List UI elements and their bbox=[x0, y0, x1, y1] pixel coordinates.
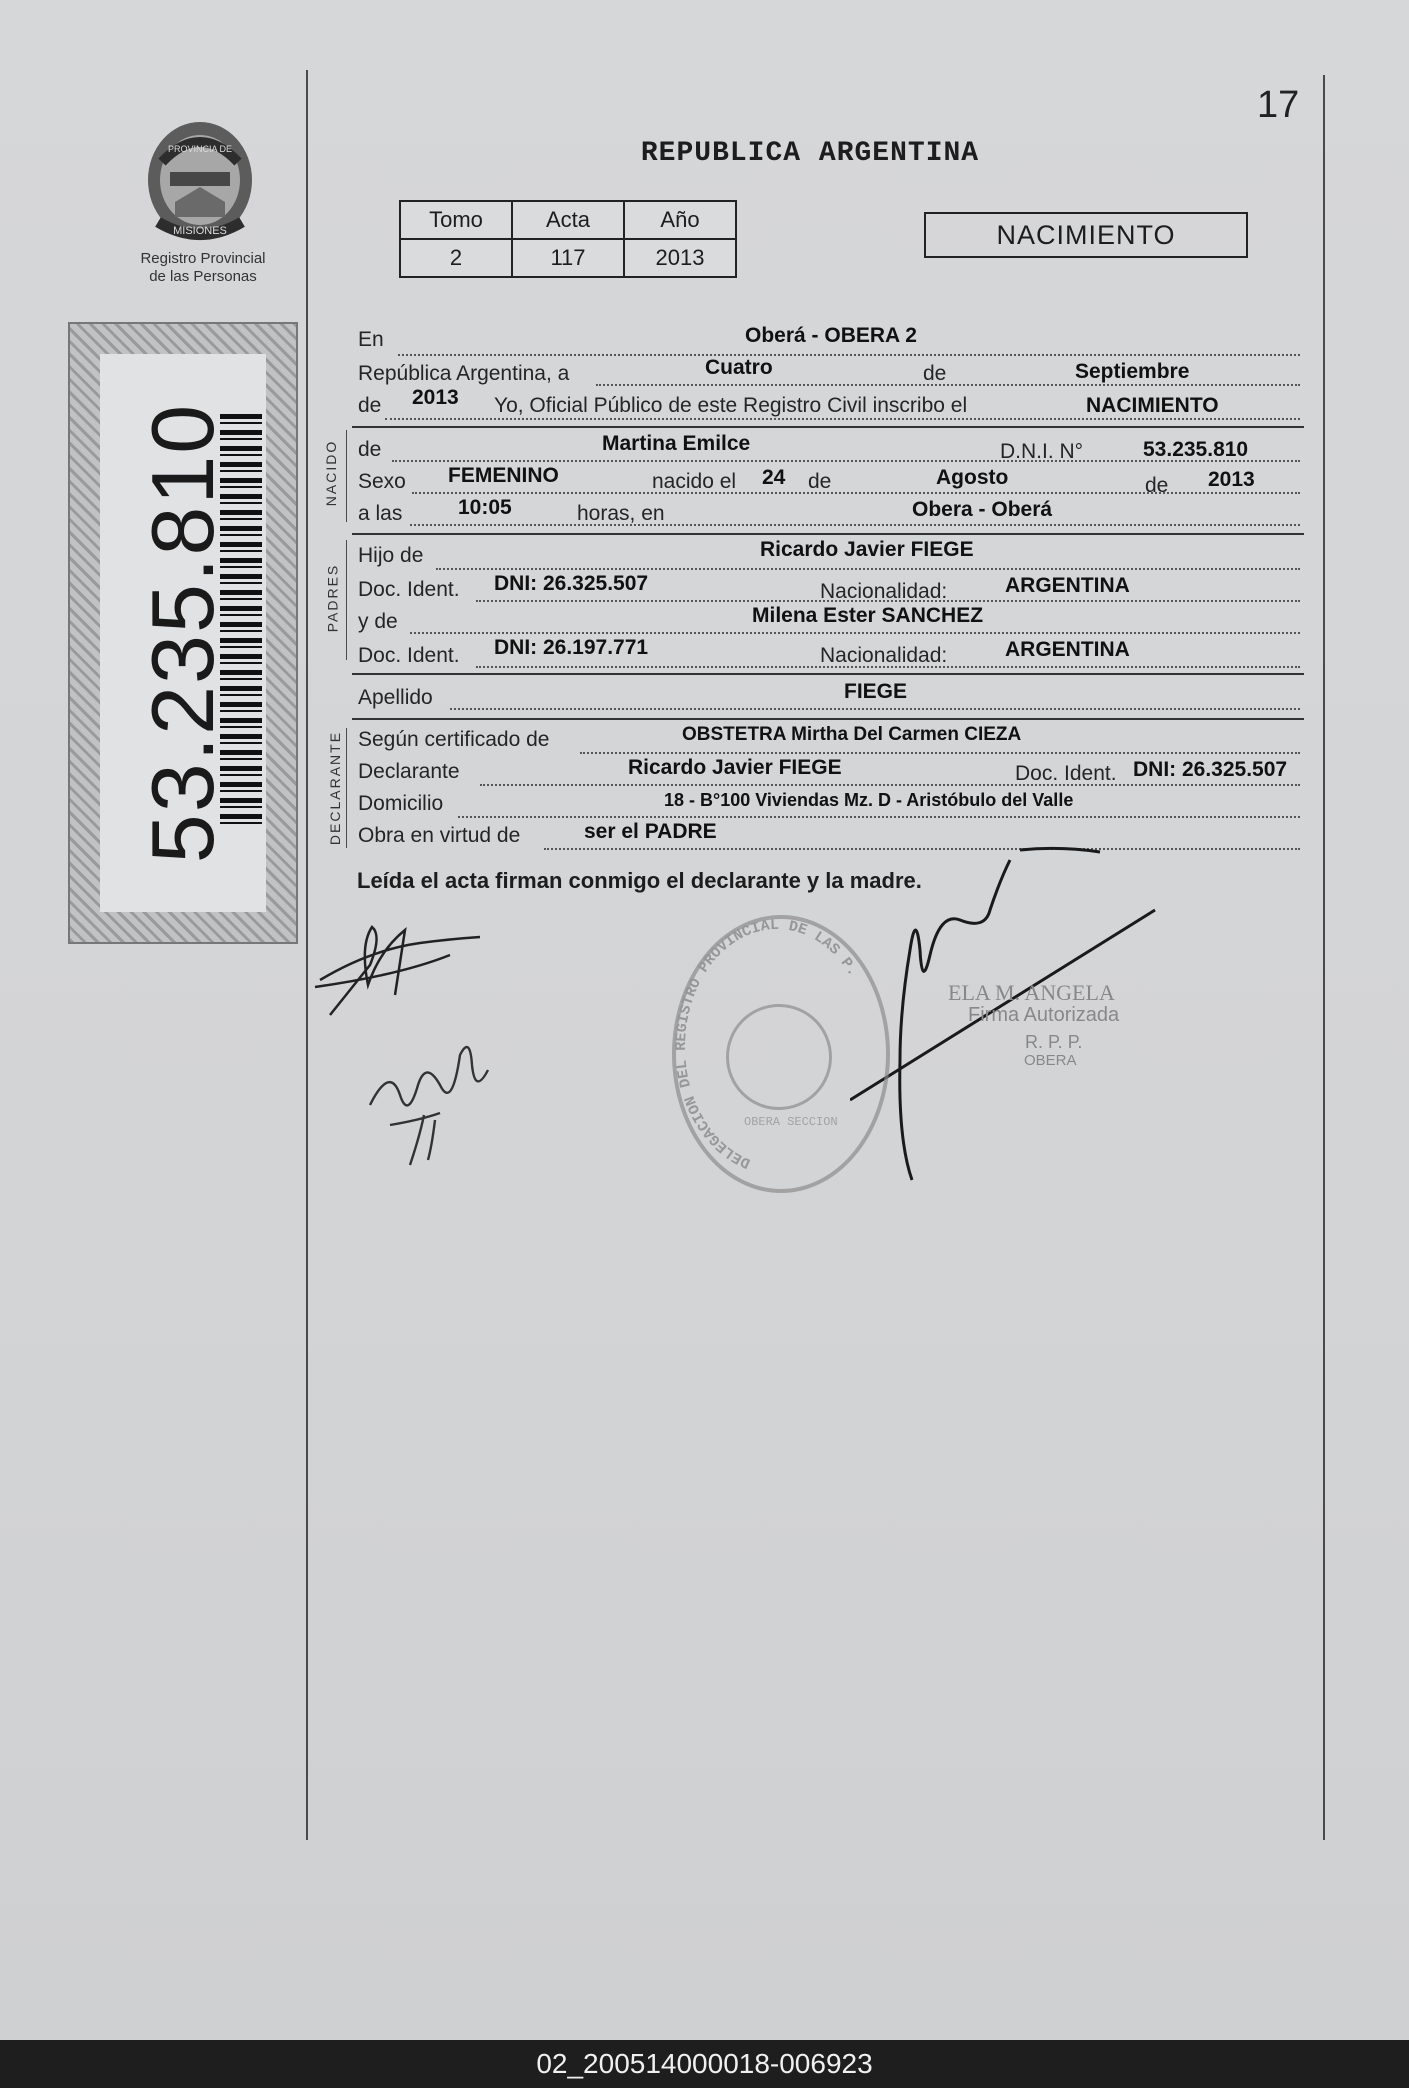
segun-label: Según certificado de bbox=[358, 728, 550, 751]
act-name: NACIMIENTO bbox=[1086, 394, 1219, 417]
logo-top-text: PROVINCIA DE bbox=[167, 144, 233, 154]
sexo-label: Sexo bbox=[358, 470, 406, 493]
father-nationality: ARGENTINA bbox=[1005, 574, 1130, 597]
register-table bbox=[399, 200, 737, 278]
declarant-address: 18 - B°100 Viviendas Mz. D - Aristóbulo del Valle bbox=[664, 790, 1074, 810]
registry-stamp bbox=[672, 915, 890, 1193]
declarant-capacity: ser el PADRE bbox=[584, 820, 717, 843]
de-label: de bbox=[923, 362, 947, 385]
alas-label: a las bbox=[358, 502, 403, 525]
registration-month: Septiembre bbox=[1075, 360, 1190, 383]
de3-label: de bbox=[808, 470, 832, 493]
registry-caption-line2: de las Personas bbox=[149, 268, 257, 285]
mother-doc: DNI: 26.197.771 bbox=[494, 636, 649, 659]
padres-bracket bbox=[346, 540, 347, 660]
de2-label: de bbox=[358, 438, 382, 461]
dni-label: D.N.I. N° bbox=[1000, 440, 1084, 463]
official-unit: R. P. P. bbox=[1025, 1032, 1083, 1052]
value-anio: 2013 bbox=[624, 239, 736, 277]
hijo-label: Hijo de bbox=[358, 544, 424, 567]
side-label-nacido: NACIDO bbox=[323, 439, 340, 507]
mother-name: Milena Ester SANCHEZ bbox=[752, 604, 984, 627]
side-label-padres: PADRES bbox=[324, 563, 341, 633]
certificate-issuer: OBSTETRA Mirtha Del Carmen CIEZA bbox=[682, 724, 1022, 745]
birth-time: 10:05 bbox=[458, 496, 512, 519]
stamp-inner-text: OBERA SECCION bbox=[744, 1115, 838, 1129]
header-tomo: Tomo bbox=[400, 201, 512, 239]
year-prefix-label: de bbox=[358, 394, 382, 417]
document-title: REPUBLICA ARGENTINA bbox=[640, 138, 980, 169]
father-nationality-label: Nacionalidad: bbox=[820, 580, 948, 603]
child-name: Martina Emilce bbox=[602, 432, 751, 455]
value-tomo: 2 bbox=[400, 239, 512, 277]
birth-year: 2013 bbox=[1208, 468, 1255, 491]
registry-caption-line1: Registro Provincial bbox=[140, 250, 266, 267]
republica-label: República Argentina, a bbox=[358, 362, 570, 385]
nacido-label: nacido el bbox=[652, 470, 737, 493]
header-acta: Acta bbox=[512, 201, 624, 239]
closing-statement: Leída el acta firman conmigo el declarante y la madre. bbox=[357, 868, 922, 893]
father-name: Ricardo Javier FIEGE bbox=[760, 538, 974, 561]
obra-label: Obra en virtud de bbox=[358, 824, 521, 847]
logo-bottom-text: MISIONES bbox=[173, 225, 227, 237]
child-dni: 53.235.810 bbox=[1143, 438, 1249, 461]
stamp-seal-icon bbox=[726, 1004, 832, 1110]
declarante-bracket bbox=[346, 728, 347, 848]
side-label-declarante: DECLARANTE bbox=[327, 730, 344, 846]
birth-day: 24 bbox=[762, 466, 786, 489]
birth-place: Obera - Oberá bbox=[912, 498, 1053, 521]
declarante-label: Declarante bbox=[358, 760, 460, 783]
value-acta: 117 bbox=[512, 239, 624, 277]
mother-nationality: ARGENTINA bbox=[1005, 638, 1130, 661]
dni-security-strip bbox=[68, 322, 298, 944]
yde-label: y de bbox=[358, 610, 398, 633]
official-name: ELA M. ANGELA bbox=[948, 980, 1115, 1005]
scan-footer-code: 02_200514000018-006923 bbox=[0, 2040, 1409, 2088]
act-type-box: NACIMIENTO bbox=[924, 212, 1248, 258]
declarant-signature-icon bbox=[310, 905, 500, 1025]
birth-month: Agosto bbox=[936, 466, 1009, 489]
father-doc: DNI: 26.325.507 bbox=[494, 572, 649, 595]
left-margin-line bbox=[306, 70, 308, 1840]
official-role: Firma Autorizada bbox=[968, 1004, 1120, 1026]
mother-doc-label: Doc. Ident. bbox=[358, 644, 460, 667]
dni-strip-number: 53.235.810 bbox=[133, 402, 232, 864]
dni-inner-panel bbox=[100, 354, 266, 912]
page-number: 17 bbox=[1257, 84, 1300, 126]
province-coat-of-arms-icon bbox=[140, 112, 260, 252]
registration-year: 2013 bbox=[412, 386, 459, 409]
mother-nationality-label: Nacionalidad: bbox=[820, 644, 948, 667]
mother-signature-icon bbox=[360, 1025, 500, 1175]
child-sex: FEMENINO bbox=[448, 464, 559, 487]
registry-caption bbox=[118, 250, 288, 286]
registry-office-place: Oberá - OBERA 2 bbox=[745, 324, 917, 347]
en-label: En bbox=[358, 328, 384, 351]
domicilio-label: Domicilio bbox=[358, 792, 444, 815]
father-doc-label: Doc. Ident. bbox=[358, 578, 460, 601]
registration-day: Cuatro bbox=[705, 356, 773, 379]
declarant-name: Ricardo Javier FIEGE bbox=[628, 756, 842, 779]
official-city: OBERA bbox=[1024, 1052, 1077, 1069]
header-anio: Año bbox=[624, 201, 736, 239]
stamp-ring-text: DELEGACION DEL REGISTRO PROVINCIAL DE LAS P. bbox=[672, 916, 862, 1172]
declarant-doc-label: Doc. Ident. bbox=[1015, 762, 1117, 785]
apellido-label: Apellido bbox=[358, 686, 433, 709]
official-text: Yo, Oficial Público de este Registro Civil inscribo el bbox=[494, 394, 968, 417]
nacido-bracket bbox=[346, 430, 347, 522]
declarant-doc: DNI: 26.325.507 bbox=[1133, 758, 1288, 781]
horas-label: horas, en bbox=[577, 502, 665, 525]
right-margin-line bbox=[1323, 75, 1325, 1840]
surname: FIEGE bbox=[844, 680, 908, 703]
de4-label: de bbox=[1145, 474, 1169, 497]
